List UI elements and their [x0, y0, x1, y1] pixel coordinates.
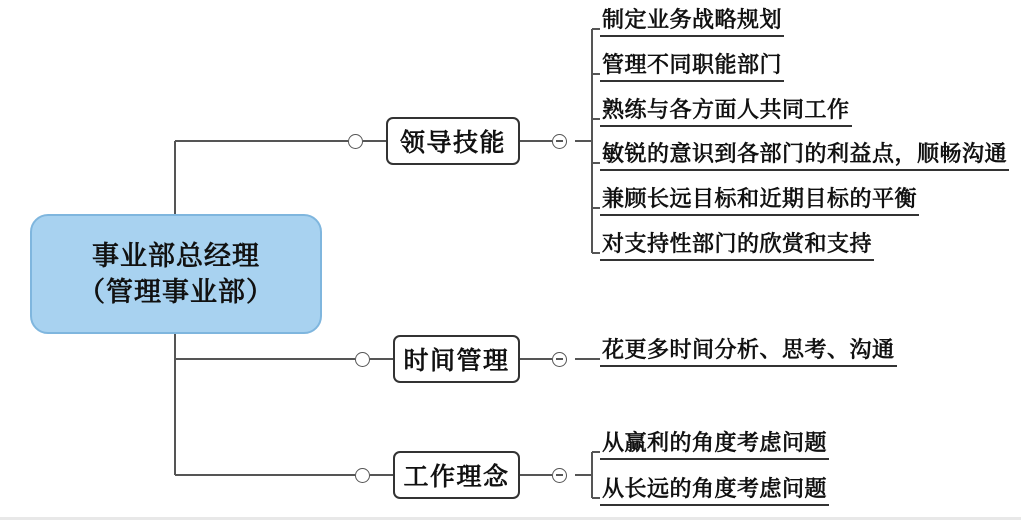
leaf-item[interactable]: 敏锐的意识到各部门的利益点，顺畅沟通: [600, 142, 1009, 171]
branch-node-label: 时间管理: [403, 347, 510, 375]
branch-node-label: 工作理念: [403, 463, 510, 491]
branch-node-marker-2[interactable]: [355, 468, 370, 483]
branch-node-marker-1[interactable]: [355, 352, 370, 367]
root-node-label-line2: （管理事业部）: [78, 277, 274, 307]
bottom-divider: [0, 517, 1021, 520]
branch-node-marker-0[interactable]: [348, 134, 363, 149]
leaf-item[interactable]: 对支持性部门的欣赏和支持: [600, 232, 874, 261]
leaf-item[interactable]: 管理不同职能部门: [600, 53, 784, 82]
branch-node-work-philosophy[interactable]: [393, 451, 520, 499]
collapse-toggle-icon-0[interactable]: [552, 134, 567, 149]
leaf-item[interactable]: 制定业务战略规划: [600, 8, 784, 37]
collapse-toggle-icon-2[interactable]: [552, 468, 567, 483]
collapse-toggle-icon-1[interactable]: [552, 352, 567, 367]
leaf-item[interactable]: 从长远的角度考虑问题: [600, 477, 829, 506]
root-node[interactable]: [30, 214, 322, 334]
leaf-item[interactable]: 兼顾长远目标和近期目标的平衡: [600, 187, 919, 216]
branch-node-time-management[interactable]: [393, 335, 520, 383]
leaf-item[interactable]: 花更多时间分析、思考、沟通: [600, 338, 897, 367]
leaf-item[interactable]: 熟练与各方面人共同工作: [600, 98, 852, 127]
branch-node-label: 领导技能: [399, 129, 506, 157]
branch-node-leadership-skills[interactable]: [386, 117, 520, 165]
root-node-label-line1: 事业部总经理: [92, 240, 260, 271]
leaf-item[interactable]: 从赢利的角度考虑问题: [600, 431, 829, 460]
